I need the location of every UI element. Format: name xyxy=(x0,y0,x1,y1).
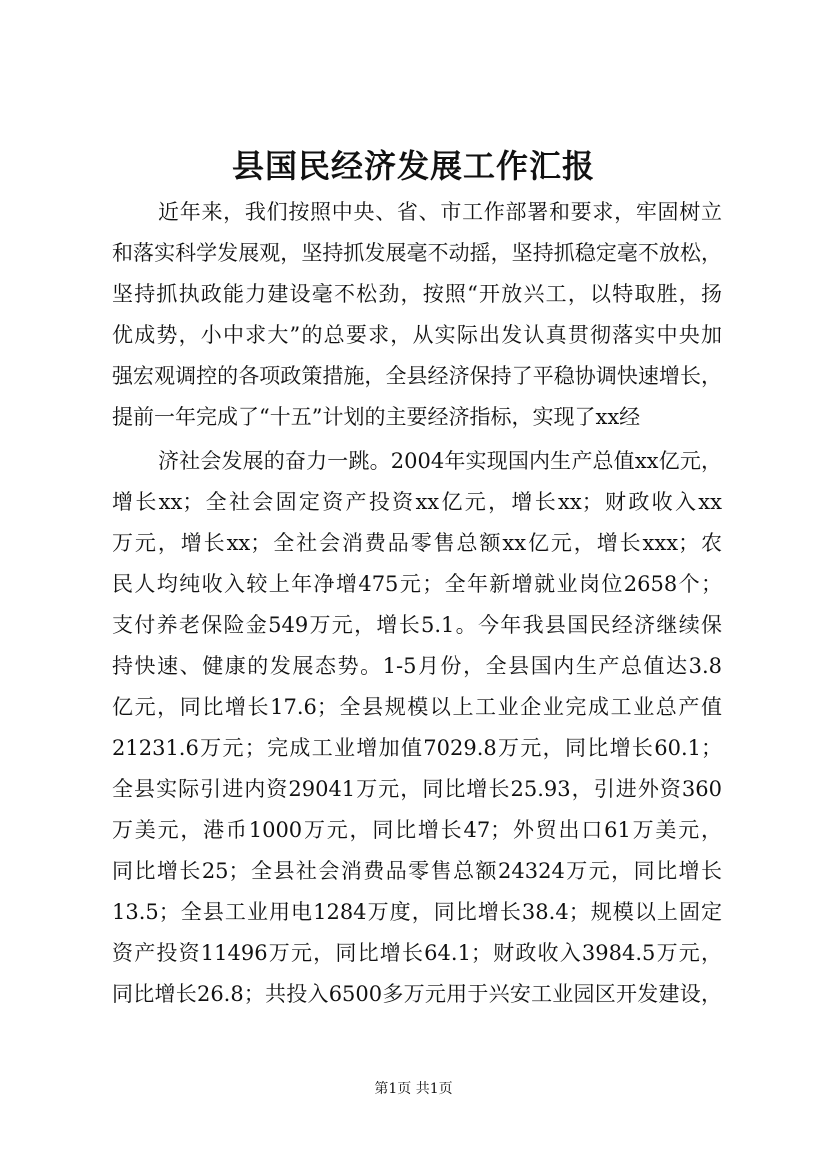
paragraph-line: 和落实科学发展观，坚持抓发展毫不动摇，坚持抓稳定毫不放松， xyxy=(112,241,722,265)
paragraph-line: 21231.6万元；完成工业增加值7029.8万元，同比增长60.1； xyxy=(112,736,722,760)
paragraph-line: 优成势，小中求大”的总要求，从实际出发认真贯彻落实中央加 xyxy=(112,323,722,347)
page-footer: 第1页 共1页 xyxy=(374,1081,453,1097)
document-title: 县国民经济发展工作汇报 xyxy=(231,147,595,185)
paragraph-line: 强宏观调控的各项政策措施，全县经济保持了平稳协调快速增长， xyxy=(112,364,722,388)
paragraph-line: 支付养老保险金549万元，增长5.1。今年我县国民经济继续保 xyxy=(112,613,722,637)
paragraph-line: 提前一年完成了“十五”计划的主要经济指标，实现了xx经 xyxy=(112,405,641,429)
paragraph-line: 坚持抓执政能力建设毫不松劲，按照“开放兴工，以特取胜，扬 xyxy=(112,282,722,306)
paragraph-line: 民人均纯收入较上年净增475元；全年新增就业岗位2658个； xyxy=(112,572,722,596)
paragraph xyxy=(112,441,722,1015)
paragraph-line: 资产投资11496万元，同比增长64.1；财政收入3984.5万元， xyxy=(112,941,722,965)
paragraph-line: 同比增长25；全县社会消费品零售总额24324万元，同比增长 xyxy=(112,859,722,883)
paragraph-line: 亿元，同比增长17.6；全县规模以上工业企业完成工业总产值 xyxy=(112,695,722,719)
paragraph-line: 持快速、健康的发展态势。1-5月份，全县国内生产总值达3.8 xyxy=(112,654,722,678)
paragraph-line: 万元，增长xx；全社会消费品零售总额xx亿元，增长xxx；农 xyxy=(112,531,722,555)
paragraph-line: 同比增长26.8；共投入6500多万元用于兴安工业园区开发建设， xyxy=(112,982,722,1006)
paragraph xyxy=(112,192,722,438)
paragraph-line: 全县实际引进内资29041万元，同比增长25.93，引进外资360 xyxy=(112,777,722,801)
paragraph-line: 13.5；全县工业用电1284万度，同比增长38.4；规模以上固定 xyxy=(112,900,722,924)
paragraph-line: 万美元，港币1000万元，同比增长47；外贸出口61万美元， xyxy=(112,818,722,842)
paragraph-line: 增长xx；全社会固定资产投资xx亿元，增长xx；财政收入xx xyxy=(112,490,722,514)
paragraph-line: 济社会发展的奋力一跳。2004年实现国内生产总值xx亿元， xyxy=(158,449,722,473)
paragraph-line: 近年来，我们按照中央、省、市工作部署和要求，牢固树立 xyxy=(158,200,722,224)
